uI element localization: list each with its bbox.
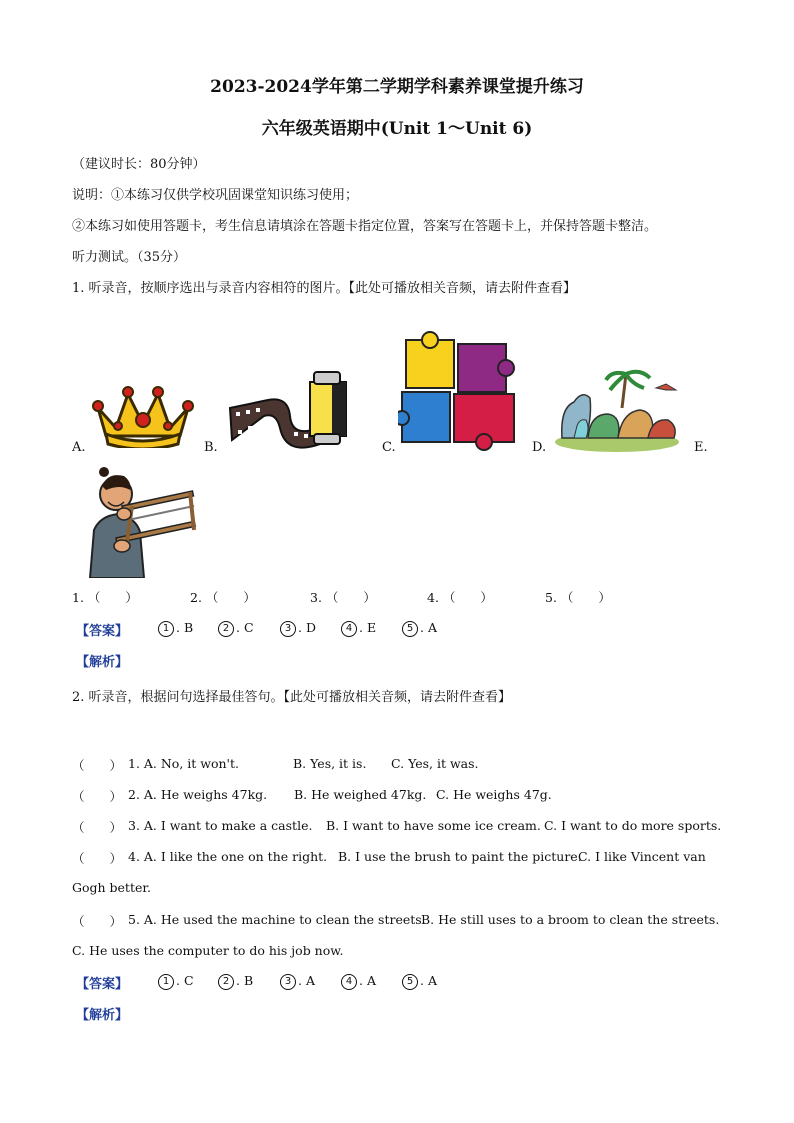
circle-number: 3 [280,621,296,637]
q1-answer-2 [218,620,254,637]
circle-number: 5 [402,621,418,637]
q2-bracket-1: （ ） [72,758,123,773]
q2-item-2-c: C. He weighs 47g. [436,787,552,802]
q2-bracket-3: （ ） [72,820,123,835]
q2-item-5-a: 5. A. He used the machine to clean the streets. [128,912,426,927]
q1-answer-label: 【答案】 [76,624,129,639]
q2-item-5-cont: C. He uses the computer to do his job now. [72,943,344,958]
q1-answer-3 [280,620,316,637]
q1-blank-1: 1. （ ） [72,590,138,605]
circle-number: 1 [158,974,174,990]
answer-value: . C [236,620,254,635]
circle-number: 1 [158,621,174,637]
circle-number: 2 [218,621,234,637]
q1-answer-1 [158,620,193,637]
q2-item-3-c: C. I want to do more sports. [544,818,722,833]
q2-item-1-c: C. Yes, it was. [391,756,479,771]
answer-value: . A [359,973,376,988]
q2-item-2-b: B. He weighed 47kg. [294,787,427,802]
man-with-saw-image [78,460,202,578]
q2-item-1-b: B. Yes, it is. [293,756,367,771]
circle-number: 5 [402,974,418,990]
option-d-label: D. [532,440,547,455]
q1-blank-5: 5. （ ） [545,590,611,605]
suggested-time: （建议时长：80分钟） [72,157,206,172]
film-image [228,368,356,450]
q2-item-3-b: B. I want to have some ice cream. [326,818,541,833]
circle-number: 4 [341,621,357,637]
option-b-label: B. [204,440,218,455]
q2-item-4-cont: Gogh better. [72,880,151,895]
circle-number: 2 [218,974,234,990]
page-title: 2023-2024学年第二学期学科素养课堂提升练习 [210,77,584,97]
q2-analysis-label: 【解析】 [76,1008,129,1023]
note-1: 说明：①本练习仅供学校巩固课堂知识练习使用； [72,188,359,203]
crown-image [88,380,198,448]
note-2: ②本练习如使用答题卡，考生信息请填涂在答题卡指定位置，答案写在答题卡上，并保持答题卡整洁。 [72,219,658,234]
q1-blank-3: 3. （ ） [310,590,376,605]
q2-bracket-5: （ ） [72,914,123,929]
answer-value: . D [298,620,316,635]
answer-value: . A [298,973,315,988]
q2-item-4-c: C. I like Vincent van [578,849,706,864]
answer-value: . B [176,620,194,635]
q1-analysis-label: 【解析】 [76,655,129,670]
q1-blank-2: 2. （ ） [190,590,256,605]
q2-item-1-a: 1. A. No, it won't. [128,756,239,771]
q2-answer-2 [218,973,253,990]
q2-item-3-a: 3. A. I want to make a castle. [128,818,313,833]
q2-item-4-a: 4. A. I like the one on the right. [128,849,328,864]
puzzle-image [398,330,522,452]
answer-value: . A [420,973,437,988]
q2-answer-1 [158,973,194,990]
q2-bracket-4: （ ） [72,851,123,866]
q1-answer-5 [402,620,437,637]
q2-answer-label: 【答案】 [76,977,129,992]
q2-answer-3 [280,973,315,990]
answer-value: . E [359,620,377,635]
answer-value: . B [236,973,254,988]
q1-blank-4: 4. （ ） [427,590,493,605]
q2-answer-4 [341,973,376,990]
q2-bracket-2: （ ） [72,789,123,804]
q2-prompt: 2. 听录音，根据问句选择最佳答句。【此处可播放相关音频，请去附件查看】 [72,690,512,705]
q2-item-4-b: B. I use the brush to paint the picture. [338,849,582,864]
q2-item-5-b: B. He still uses to a broom to clean the streets. [421,912,720,927]
option-a-label: A. [72,440,86,455]
page-subtitle: 六年级英语期中(Unit 1～Unit 6) [261,119,533,139]
q2-answer-5 [402,973,437,990]
answer-value: . A [420,620,437,635]
q2-item-2-a: 2. A. He weighs 47kg. [128,787,268,802]
option-e-label: E. [694,440,708,455]
dinosaurs-image [552,368,682,452]
q1-answer-4 [341,620,376,637]
option-c-label: C. [382,440,396,455]
q1-prompt: 1. 听录音，按顺序选出与录音内容相符的图片。【此处可播放相关音频，请去附件查看】 [72,281,577,296]
circle-number: 3 [280,974,296,990]
answer-value: . C [176,973,194,988]
circle-number: 4 [341,974,357,990]
listening-heading: 听力测试。（35分） [72,250,187,265]
